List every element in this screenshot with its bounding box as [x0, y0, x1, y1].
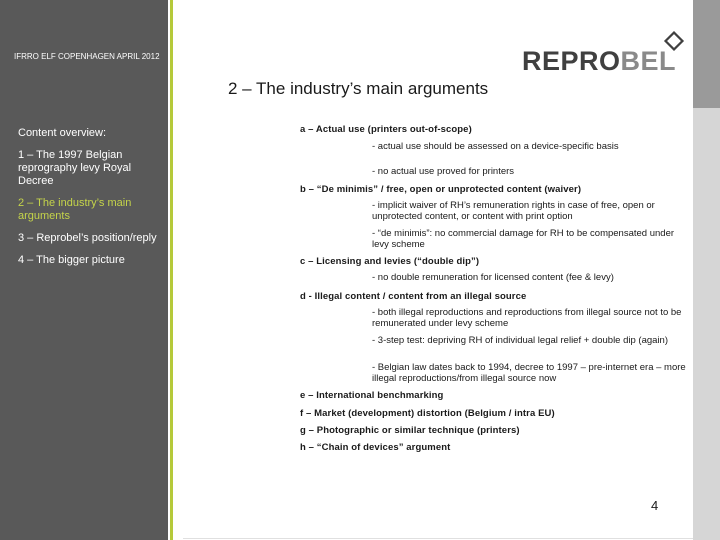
argument-heading: e – International benchmarking [300, 390, 444, 401]
argument-heading: c – Licensing and levies (“double dip”) [300, 256, 480, 267]
argument-point: - no double remuneration for licensed content (fee & levy) [372, 272, 614, 283]
argument-point: - “de minimis”: no commercial damage for RH to be compensated under levy scheme [372, 228, 675, 250]
argument-point: - 3-step test: depriving RH of individual legal relief + double dip (again) [372, 335, 668, 346]
event-header: IFRRO ELF COPENHAGEN APRIL 2012 [14, 52, 160, 61]
logo-text-repro: REPRO [522, 46, 621, 76]
argument-heading: f – Market (development) distortion (Belgium / intra EU) [300, 408, 555, 419]
argument-heading: b – “De minimis” / free, open or unprotected content (waiver) [300, 184, 582, 195]
logo-text-bel: BEL [620, 46, 677, 76]
argument-point: - no actual use proved for printers [372, 166, 515, 177]
argument-heading: a – Actual use (printers out-of-scope) [300, 124, 472, 135]
overview-item-2[interactable]: 2 – The industry’s main arguments [18, 197, 132, 222]
overview-heading: Content overview: [18, 127, 107, 139]
page-number: 4 [651, 498, 659, 513]
argument-heading: g – Photographic or similar technique (printers) [300, 425, 520, 436]
argument-point: - Belgian law dates back to 1994, decree to 1997 – pre-internet era – more illegal reproductions/from illegal source now [372, 362, 686, 384]
argument-point: - actual use should be assessed on a device-specific basis [372, 141, 619, 152]
argument-point: - implicit waiver of RH’s remuneration rights in case of free, open or unprotected content, or content with print option [372, 200, 655, 222]
overview-item-1[interactable]: 1 – The 1997 Belgian reprography levy Royal Decree [18, 149, 132, 187]
slide-title: 2 – The industry’s main arguments [228, 79, 489, 98]
bottom-divider [183, 538, 693, 539]
argument-heading: h – “Chain of devices” argument [300, 442, 451, 453]
overview-item-3[interactable]: 3 – Reprobel’s position/reply [18, 232, 157, 244]
overview-item-4[interactable]: 4 – The bigger picture [18, 254, 125, 266]
argument-point: - both illegal reproductions and reproductions from illegal source not to be remunerated under levy scheme [372, 307, 682, 329]
argument-heading: d - Illegal content / content from an illegal source [300, 291, 527, 302]
